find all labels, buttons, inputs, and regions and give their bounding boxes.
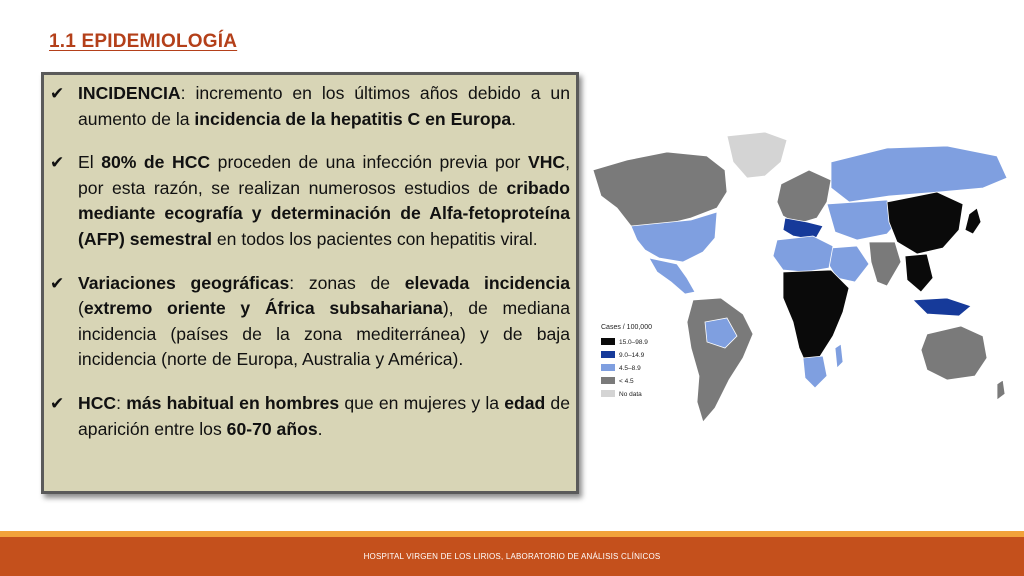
bullet-text-plain: , por esta razón, se realizan numerosos estudios de (78, 152, 570, 198)
bullet-text-bold: Variaciones geográficas (78, 272, 290, 293)
map-central-america (649, 258, 695, 294)
bullet-text-bold: 60-70 años (226, 418, 318, 439)
map-madagascar (835, 344, 843, 368)
map-india (869, 242, 901, 286)
map-south-europe (783, 218, 823, 240)
bullet-variaciones (48, 271, 570, 373)
map-south-america (687, 298, 753, 422)
map-australia (921, 326, 987, 380)
legend-swatch (601, 338, 615, 345)
checkmark-icon: ✔ (50, 153, 65, 173)
bullet-text-plain: ( (78, 298, 84, 319)
map-china (887, 192, 963, 254)
bullet-text-plain: en todos los pacientes con hepatitis viral. (211, 228, 538, 249)
bullet-text (78, 81, 570, 132)
bullet-text-bold: extremo oriente y África subsahariana (83, 298, 443, 319)
checkmark-icon: ✔ (50, 393, 65, 413)
world-incidence-map (587, 122, 1013, 444)
bullet-text (78, 150, 570, 252)
bullet-incidencia (48, 81, 570, 132)
bullet-text-plain: que en mujeres y la (339, 392, 505, 413)
checkmark-icon: ✔ (50, 273, 65, 293)
checkmark-icon: ✔ (50, 84, 65, 103)
legend-label: 9.0–14.9 (619, 352, 645, 359)
legend-label: 15.0–98.9 (619, 339, 648, 346)
bullet-text-plain: . (511, 108, 517, 129)
bullet-text-bold: incidencia de la hepatitis C en Europa (194, 108, 512, 129)
map-japan (965, 208, 981, 234)
map-southern-africa (803, 356, 827, 388)
bullet-text-plain: : zonas de (289, 272, 405, 293)
map-greenland (727, 132, 787, 178)
legend-label: No data (619, 391, 642, 398)
legend-swatch (601, 390, 615, 397)
map-europe (777, 170, 831, 224)
bullet-text-bold: VHC (527, 152, 566, 173)
map-north-africa (773, 236, 833, 272)
bullet-text-bold: más habitual en hombres (126, 392, 340, 413)
map-se-asia (905, 254, 933, 292)
legend-swatch (601, 351, 615, 358)
bullet-text-bold: 80% de HCC (101, 152, 211, 173)
bullet-box (41, 72, 579, 494)
bullet-hcc-hombres (48, 391, 570, 442)
legend-swatch (601, 377, 615, 384)
bullet-text-plain: El (78, 152, 102, 173)
bullet-text-bold: elevada incidencia (404, 272, 570, 293)
footer-text: HOSPITAL VIRGEN DE LOS LIRIOS, LABORATORIO DE ANÁLISIS CLÍNICOS (363, 552, 661, 561)
bullet-text-plain: de aparición entre los (78, 392, 571, 439)
map-indonesia (913, 298, 971, 316)
bullet-text-bold: INCIDENCIA (78, 83, 181, 103)
slide-title: 1.1 EPIDEMIOLOGÍA (49, 31, 238, 52)
legend-label: 4.5–8.9 (619, 365, 641, 372)
bullet-text-bold: HCC (78, 392, 117, 413)
bullet-text (78, 391, 570, 442)
map-russia (831, 146, 1007, 202)
bullet-text-plain: : (116, 392, 127, 413)
footer-bar (0, 537, 1024, 576)
bullet-text-plain: : incremento en los últimos años debido a un aumento de la (78, 83, 570, 129)
legend-label: < 4.5 (619, 378, 634, 385)
bullet-hcc-vhc (48, 150, 570, 252)
map-new-zealand (997, 380, 1005, 400)
bullet-text-bold: cribado mediante ecografía y determinación de Alfa-fetoproteína (AFP) semestral (78, 177, 570, 249)
legend (601, 338, 648, 398)
legend-title: Cases / 100,000 (601, 324, 652, 331)
bullet-text (78, 271, 570, 373)
legend-swatch (601, 364, 615, 371)
bullet-text-plain: ), de mediana incidencia (países de la zona mediterránea) y de baja incidencia (norte de Europa, Australia y América). (78, 298, 570, 370)
bullet-text-plain: . (317, 418, 323, 439)
bullet-text-bold: edad (504, 392, 546, 413)
bullet-text-plain: proceden de una infección previa por (210, 152, 528, 173)
